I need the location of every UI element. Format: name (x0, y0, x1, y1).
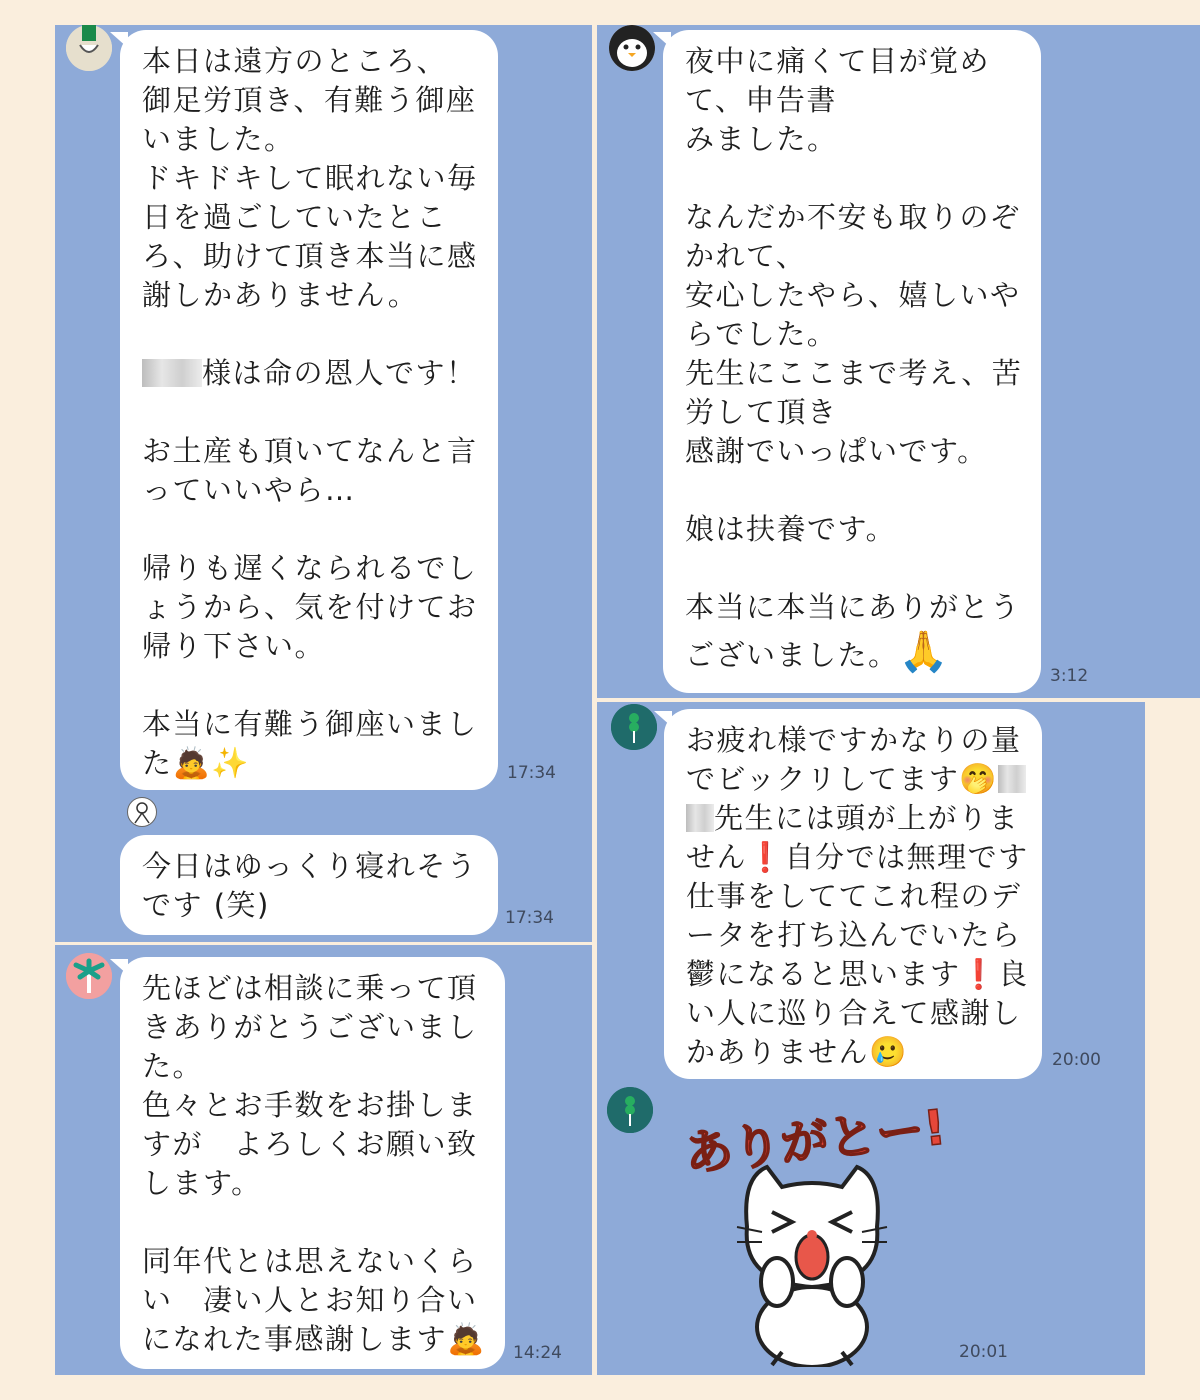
praying-hands-icon: 🙏 (898, 629, 950, 675)
character-avatar-icon (129, 799, 155, 825)
message-line: でビックリしてます🤭 (686, 760, 1020, 799)
cat-sticker-image (677, 1097, 947, 1367)
message-line: っていいやら… (142, 473, 356, 507)
pencil-avatar-icon (66, 25, 112, 71)
message-line: 労して頂き (685, 395, 838, 429)
message-line: します。 (142, 1166, 262, 1200)
message-line: 帰り下さい。 (142, 629, 326, 663)
penguin-icon (609, 25, 655, 71)
bowing-person-icon: 🙇 (172, 746, 212, 781)
sender-avatar[interactable] (66, 25, 112, 71)
message-line: かありません🥲 (686, 1035, 908, 1070)
message-time: 14:24 (513, 1343, 562, 1363)
message-bubble (120, 30, 498, 790)
message-line: らでした。 (685, 317, 838, 351)
message-line: すが よろしくお願い致 (142, 1127, 478, 1161)
message-time: 20:00 (1052, 1050, 1101, 1070)
message-line: た🙇✨ (142, 746, 251, 781)
message-line: 娘は扶養です。 (685, 512, 897, 546)
message-line: 同年代とは思えないくら (142, 1244, 478, 1278)
message-line: 日を過ごしていたとこ (142, 200, 448, 234)
message-time: 20:01 (959, 1342, 1008, 1362)
chat-panel-top-right (597, 25, 1200, 698)
message-line: 鬱になると思います❗良 (686, 957, 1029, 991)
message-line: て、申告書 (685, 83, 837, 117)
chat-panel-bottom-right (597, 702, 1145, 1375)
message-line: ドキドキして眠れない毎 (142, 161, 478, 195)
chat-panel-top-left (55, 25, 592, 942)
message-line: みました。 (685, 122, 838, 156)
message-line: いました。 (142, 122, 295, 156)
exclamation-icon: ❗ (747, 840, 785, 874)
message-line: ございました。🙏 (685, 629, 950, 675)
message-bubble (664, 709, 1042, 1079)
message-line: 帰りも遅くなられるでし (142, 551, 478, 585)
message-time: 17:34 (505, 908, 554, 928)
message-line: ータを打ち込んでいたら (686, 918, 1022, 952)
sender-avatar[interactable] (611, 704, 657, 750)
message-line: 本日は遠方のところ、 (142, 44, 448, 78)
message-line: なんだか不安も取りのぞ (685, 200, 1021, 234)
message-time: 3:12 (1050, 666, 1089, 686)
redacted-name (142, 359, 202, 387)
bowing-person-icon: 🙇 (447, 1322, 486, 1357)
message-line: 安心したやら、嬉しいや (685, 278, 1021, 312)
dango-icon (607, 1087, 653, 1133)
sticker-text: ありがとー! (682, 1099, 947, 1183)
message-line: です (笑) (142, 888, 270, 922)
message-time: 17:34 (507, 763, 556, 783)
message-line: 謝しかありません。 (142, 278, 419, 312)
message-line: きありがとうございまし (142, 1010, 478, 1044)
message-line: 感謝でいっぱいです。 (685, 434, 988, 468)
sender-avatar[interactable] (127, 797, 157, 827)
chat-panel-bottom-left (55, 945, 592, 1375)
message-line: 本当に有難う御座いまし (142, 707, 478, 741)
message-line: 色々とお手数をお掛しま (142, 1088, 478, 1122)
message-line: お土産も頂いてなんと言 (142, 434, 478, 468)
message-line: 先生にここまで考え、苦 (685, 356, 1023, 390)
message-line: ろ、助けて頂き本当に感 (142, 239, 478, 273)
thank-you-sticker[interactable] (677, 1097, 947, 1367)
message-line: た。 (142, 1049, 204, 1083)
message-line: い人に巡り合えて感謝し (686, 996, 1022, 1030)
redacted-name (998, 765, 1026, 793)
message-line: 今日はゆっくり寝れそう (142, 849, 478, 883)
hand-over-mouth-icon: 🤭 (959, 762, 999, 797)
message-line: お疲れ様ですかなりの量 (686, 723, 1022, 757)
sender-avatar[interactable] (66, 953, 112, 999)
message-line: 先ほどは相談に乗って頂 (142, 971, 478, 1005)
message-line: ょうから、気を付けてお (142, 590, 478, 624)
palm-tree-icon (66, 953, 112, 999)
message-bubble (120, 835, 498, 935)
message-line: い 凄い人とお知り合い (142, 1283, 478, 1317)
message-line: 先生には頭が上がりま (686, 799, 1020, 838)
message-line: 仕事をしててこれ程のデ (686, 879, 1022, 913)
message-line: 夜中に痛くて目が覚め (685, 44, 991, 78)
smiling-with-tear-icon: 🥲 (869, 1035, 908, 1070)
sender-avatar[interactable] (609, 25, 655, 71)
message-line: 本当に本当にありがとう (685, 590, 1021, 624)
message-line: かれて、 (685, 239, 807, 273)
redacted-name (686, 804, 714, 832)
sparkles-icon: ✨ (211, 746, 251, 781)
dango-icon (611, 704, 657, 750)
message-line: になれた事感謝します🙇 (142, 1322, 486, 1357)
message-line: せん❗自分では無理です (686, 840, 1029, 874)
message-line: 様は命の恩人です！ (142, 354, 476, 393)
message-bubble (663, 30, 1041, 693)
exclamation-icon: ❗ (960, 957, 999, 991)
sender-avatar[interactable] (607, 1087, 653, 1133)
message-line: 御足労頂き、有難う御座 (142, 83, 477, 117)
message-bubble (120, 957, 505, 1369)
